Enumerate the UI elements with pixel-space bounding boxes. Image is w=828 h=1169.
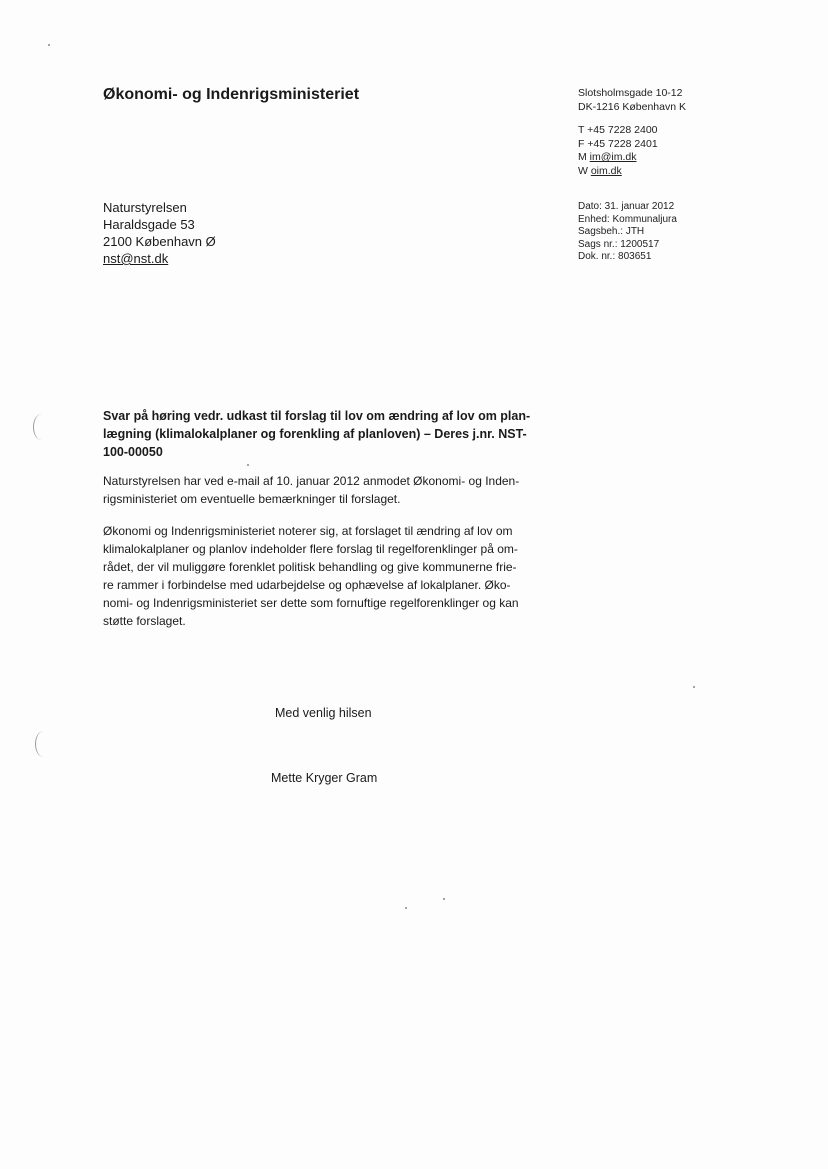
closing-greeting: Med venlig hilsen [275, 706, 372, 720]
case-handler: Sagsbeh.: JTH [578, 226, 645, 237]
paragraph-line: klimalokalplaner og planlov indeholder flere forslag til regelforenklinger på om- [103, 542, 518, 556]
ministry-name: Økonomi- og Indenrigsministeriet [103, 86, 360, 103]
scan-speck [48, 44, 50, 46]
punch-hole-mark [35, 731, 52, 757]
subject-heading [103, 407, 563, 461]
paragraph-line: støtte forslaget. [103, 614, 186, 628]
recipient-street: Haraldsgade 53 [103, 217, 195, 232]
recipient-name: Naturstyrelsen [103, 200, 187, 215]
paragraph-line: rådet, der vil muliggøre forenklet politisk behandling og give kommunerne frie- [103, 560, 517, 574]
subject-line: Svar på høring vedr. udkast til forslag til lov om ændring af lov om plan- [103, 409, 531, 423]
paragraph-line: Naturstyrelsen har ved e-mail af 10. januar 2012 anmodet Økonomi- og Inden- [103, 474, 520, 488]
mail-prefix: M [578, 151, 590, 163]
paragraph-line: Økonomi og Indenrigsministeriet noterer sig, at forslaget til ændring af lov om [103, 524, 513, 538]
mail-row [578, 151, 686, 165]
document-number: Dok. nr.: 803651 [578, 251, 652, 262]
scan-speck [443, 898, 445, 900]
address-line-1: Slotsholmsgade 10-12 [578, 87, 683, 99]
case-metadata [578, 201, 677, 264]
subject-line: 100-00050 [103, 445, 163, 459]
contact-block [578, 87, 686, 178]
recipient-address [103, 199, 216, 267]
web-link[interactable]: oim.dk [590, 164, 622, 177]
scan-speck [247, 464, 249, 466]
phone-number: T +45 7228 2400 [578, 124, 658, 136]
paragraph-line: rigsministeriet om eventuelle bemærkninger til forslaget. [103, 492, 401, 506]
fax-number: F +45 7228 2401 [578, 137, 658, 150]
punch-hole-mark [33, 414, 50, 440]
letter-date: Dato: 31. januar 2012 [578, 201, 675, 212]
body-paragraph-1 [103, 472, 563, 508]
scan-speck [693, 686, 695, 688]
web-row [578, 165, 686, 179]
case-number: Sags nr.: 1200517 [578, 238, 660, 250]
mail-link[interactable]: im@im.dk [589, 151, 637, 163]
address-line-2: DK-1216 København K [578, 100, 686, 113]
subject-line: lægning (klimalokalplaner og forenkling af planloven) – Deres j.nr. NST- [103, 427, 527, 441]
unit: Enhed: Kommunaljura [578, 213, 677, 225]
signatory-name: Mette Kryger Gram [271, 771, 378, 785]
paragraph-line: re rammer i forbindelse med udarbejdelse og ophævelse af lokalplaner. Øko- [103, 578, 511, 592]
recipient-email-link[interactable]: nst@nst.dk [103, 251, 169, 266]
scan-speck [405, 907, 407, 909]
paragraph-line: nomi- og Indenrigsministeriet ser dette som fornuftige regelforenklinger og kan [103, 596, 519, 610]
web-prefix: W [578, 164, 591, 177]
body-paragraph-2 [103, 522, 563, 630]
recipient-city: 2100 København Ø [103, 234, 216, 249]
